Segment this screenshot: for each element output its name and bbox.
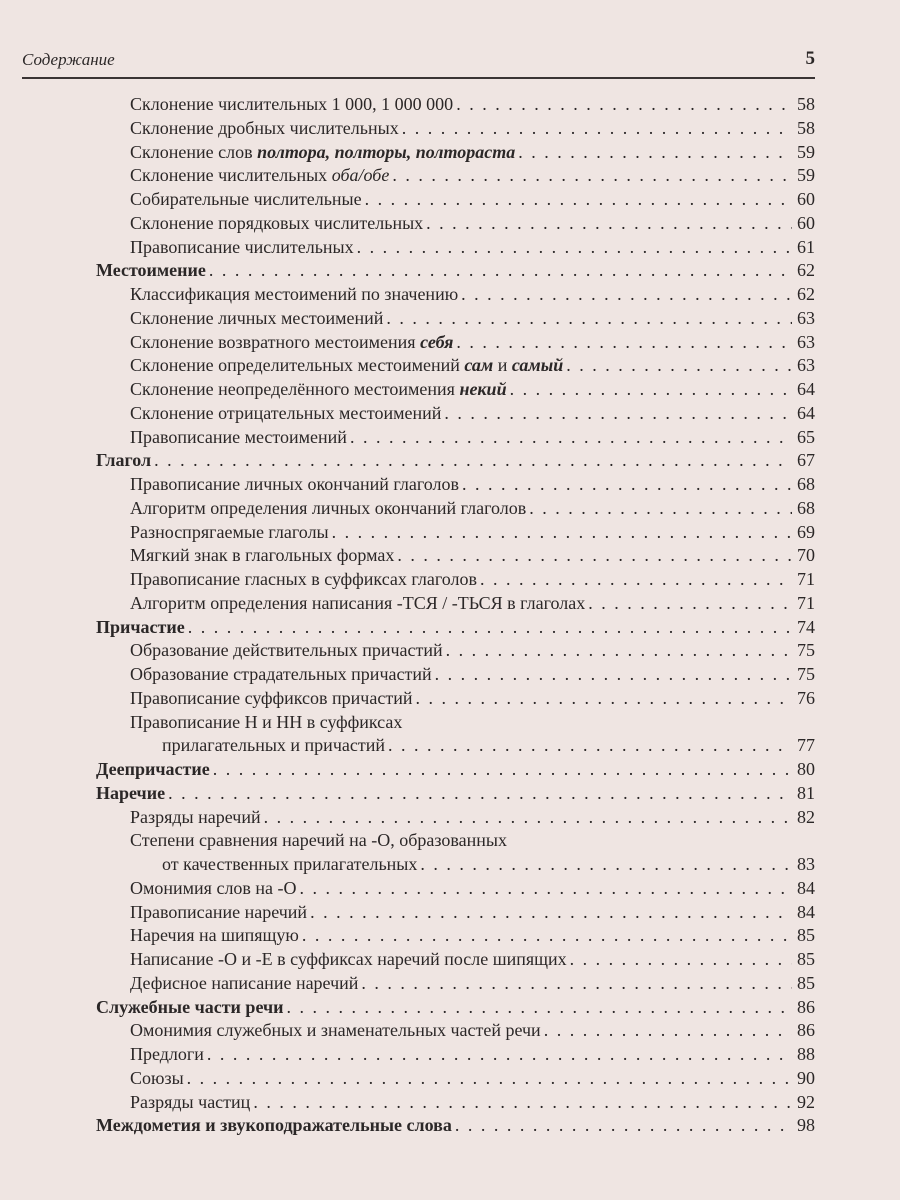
entry-title-part: Правописание местоимений [130, 426, 347, 447]
entry-page-number: 80 [797, 759, 815, 779]
entry-page-number: 85 [797, 972, 815, 993]
toc-entry [96, 1067, 815, 1091]
entry-page-number: 83 [797, 854, 815, 874]
entry-title [96, 188, 362, 212]
dot-leader [510, 378, 792, 402]
dot-leader [456, 331, 792, 355]
entry-title [96, 1043, 204, 1067]
entry-title-part: Алгоритм определения личных окончаний глаголов [130, 497, 527, 518]
entry-title [96, 711, 402, 735]
entry-page-number: 84 [797, 877, 815, 898]
entry-page-number: 67 [797, 450, 815, 471]
entry-title [96, 473, 459, 497]
entry-title-part: Правописание наречий [130, 901, 308, 922]
entry-page-number: 64 [797, 379, 815, 399]
entry-title [96, 568, 477, 592]
dot-leader [361, 972, 792, 996]
entry-title-part: Склонение числительных 1 000, 1 000 000 [130, 94, 454, 114]
entry-title [96, 1019, 541, 1043]
dot-leader [420, 853, 792, 877]
dot-leader [302, 924, 792, 948]
dot-leader [446, 639, 792, 663]
running-header-title: Содержание [22, 50, 115, 69]
toc-entry [96, 711, 815, 735]
dot-leader [426, 212, 792, 236]
entry-page-number: 68 [797, 474, 815, 494]
entry-title [96, 426, 347, 450]
entry-title-part: Склонение порядковых числительных [130, 212, 424, 233]
dot-leader [566, 354, 792, 378]
entry-title [96, 758, 210, 782]
entry-title-part: самый [511, 355, 564, 376]
toc-entry [96, 544, 815, 568]
toc-entry [96, 806, 815, 830]
entry-page-number: 63 [797, 331, 815, 352]
entry-title-part: Правописание личных окончаний глаголов [130, 474, 460, 494]
toc-entry [96, 212, 815, 236]
dot-leader [397, 544, 792, 568]
entry-title-part: Омонимия слов на -О [130, 877, 297, 898]
entry-title [96, 948, 567, 972]
entry-page-number: 92 [797, 1091, 815, 1112]
entry-title-part: Написание -О и -Е в суффиксах наречий после шипящих [130, 949, 567, 969]
entry-page-number: 63 [797, 355, 815, 376]
entry-title [96, 521, 329, 545]
toc-section [96, 782, 815, 806]
dot-leader [529, 497, 792, 521]
entry-title [96, 592, 585, 616]
entry-title [96, 141, 515, 165]
dot-leader [207, 1043, 792, 1067]
entry-title [96, 924, 299, 948]
dot-leader [300, 877, 792, 901]
entry-title [96, 402, 441, 426]
entry-page-number: 60 [797, 212, 815, 233]
toc-entry [96, 426, 815, 450]
entry-page-number: 62 [797, 284, 815, 304]
dot-leader [461, 283, 792, 307]
dot-leader [518, 141, 792, 165]
entry-page-number: 69 [797, 521, 815, 542]
dot-leader [253, 1091, 792, 1115]
entry-title-part: Дефисное написание наречий [130, 972, 359, 993]
page-number: 5 [805, 48, 815, 69]
entry-page-number: 64 [797, 402, 815, 423]
entry-title-part: Образование страдательных причастий [130, 664, 432, 684]
entry-title-part: Правописание гласных в суффиксах глаголов [130, 569, 478, 589]
dot-leader [388, 734, 792, 758]
entry-title [96, 687, 412, 711]
entry-title-part: и [493, 355, 512, 376]
entry-page-number: 75 [797, 640, 815, 661]
entry-title-part: Правописание числительных [130, 236, 354, 257]
entry-title-part: Степени сравнения наречий на -О, образованных [130, 830, 508, 851]
entry-title-part: Мягкий знак в глагольных формах [130, 545, 395, 566]
entry-title-part: полтора, полторы, полтораста [257, 141, 516, 162]
toc-entry [96, 924, 815, 948]
toc-entry [96, 1043, 815, 1067]
entry-page-number: 59 [797, 165, 815, 186]
entry-title-part: сам [464, 355, 494, 376]
dot-leader [168, 782, 792, 806]
dot-leader [456, 93, 792, 117]
toc-entry [96, 354, 815, 378]
entry-title-part: Разряды частиц [130, 1091, 251, 1112]
entry-title [96, 806, 261, 830]
dot-leader [213, 758, 792, 782]
entry-page-number: 74 [797, 616, 815, 637]
entry-page-number: 68 [797, 497, 815, 518]
toc-section [96, 616, 815, 640]
toc-entry-continuation [96, 853, 815, 877]
entry-title [96, 378, 507, 402]
entry-title-part: Правописание суффиксов причастий [130, 687, 413, 708]
toc-entry [96, 378, 815, 402]
entry-title-part: Правописание Н и НН в суффиксах [130, 711, 403, 732]
entry-title-continuation: прилагательных и причастий [162, 735, 385, 756]
toc-entry [96, 568, 815, 592]
toc-entry [96, 117, 815, 141]
entry-title-part: Предлоги [130, 1044, 204, 1064]
toc-entry [96, 188, 815, 212]
entry-title [96, 307, 383, 331]
toc-entry [96, 972, 815, 996]
dot-leader [154, 449, 792, 473]
dot-leader [392, 164, 792, 188]
entry-title-part: Образование действительных причастий [130, 640, 443, 661]
toc-entry [96, 283, 815, 307]
entry-page-number: 71 [797, 592, 815, 613]
entry-title [96, 1091, 250, 1115]
toc-entry [96, 141, 815, 165]
dot-leader [209, 259, 792, 283]
entry-title-part: Деепричастие [96, 759, 210, 779]
dot-leader [332, 521, 792, 545]
toc-section [96, 996, 815, 1020]
entry-title [96, 164, 389, 188]
entry-page-number: 85 [797, 949, 815, 969]
entry-title [96, 259, 206, 283]
toc-section [96, 758, 815, 782]
toc-entry [96, 473, 815, 497]
entry-title-part: некий [459, 379, 507, 399]
entry-title-continuation: от качественных прилагательных [162, 854, 418, 874]
entry-page-number: 77 [797, 735, 815, 756]
entry-title-part: Классификация местоимений по значению [130, 284, 459, 304]
entry-title [96, 639, 443, 663]
dot-leader [402, 117, 792, 141]
entry-title-part: Склонение числительных [130, 165, 332, 186]
dot-leader [462, 473, 792, 497]
entry-title-part: Склонение отрицательных местоимений [130, 402, 442, 423]
dot-leader [188, 616, 792, 640]
entry-page-number: 81 [797, 782, 815, 803]
entry-title-part: себя [420, 331, 454, 352]
entry-title-part: Склонение неопределённого местоимения [130, 379, 460, 399]
dot-leader [365, 188, 792, 212]
entry-title-part: Склонение слов [130, 141, 258, 162]
dot-leader [264, 806, 792, 830]
entry-title [96, 117, 399, 141]
entry-title-part: Склонение личных местоимений [130, 307, 384, 328]
toc-entry [96, 331, 815, 355]
entry-title [96, 354, 563, 378]
entry-page-number: 82 [797, 806, 815, 827]
entry-title-part: Наречие [96, 782, 166, 803]
dot-leader [187, 1067, 792, 1091]
dot-leader [570, 948, 792, 972]
toc-entry [96, 93, 815, 117]
entry-title-part: Алгоритм определения написания -ТСЯ / -ТЬСЯ в глаголах [130, 592, 586, 613]
entry-page-number: 86 [797, 1020, 815, 1041]
entry-title-part: Междометия и звукоподражательные слова [96, 1115, 452, 1136]
toc-entry [96, 948, 815, 972]
toc-entry [96, 1091, 815, 1115]
entry-title-part: Разряды наречий [130, 806, 261, 827]
dot-leader [544, 1019, 792, 1043]
toc-section [96, 259, 815, 283]
dot-leader [480, 568, 792, 592]
toc-section [96, 1114, 815, 1138]
dot-leader [350, 426, 792, 450]
toc-entry [96, 829, 815, 853]
dot-leader [287, 996, 792, 1020]
entry-title [96, 331, 453, 355]
toc-entry [96, 236, 815, 260]
running-header [22, 48, 815, 79]
entry-title [96, 1114, 452, 1138]
dot-leader [435, 663, 792, 687]
entry-title-part: Склонение дробных числительных [130, 117, 399, 138]
toc-entry [96, 307, 815, 331]
entry-title [96, 93, 453, 117]
entry-page-number: 86 [797, 996, 815, 1017]
entry-page-number: 60 [797, 189, 815, 209]
entry-page-number: 85 [797, 925, 815, 946]
entry-page-number: 62 [797, 260, 815, 281]
entry-page-number: 71 [797, 569, 815, 589]
entry-title [96, 663, 432, 687]
dot-leader [588, 592, 792, 616]
entry-title-part: Склонение возвратного местоимения [130, 331, 421, 352]
toc-entry [96, 521, 815, 545]
table-of-contents [96, 93, 815, 1138]
toc-section [96, 449, 815, 473]
entry-title [96, 877, 297, 901]
entry-title-part: Союзы [130, 1067, 184, 1088]
toc-entry [96, 1019, 815, 1043]
dot-leader [415, 687, 792, 711]
entry-page-number: 58 [797, 117, 815, 138]
entry-title-part: Омонимия служебных и знаменательных частей речи [130, 1020, 541, 1041]
entry-title [96, 212, 423, 236]
entry-page-number: 58 [797, 94, 815, 114]
entry-title [96, 996, 284, 1020]
dot-leader [386, 307, 792, 331]
entry-page-number: 61 [797, 236, 815, 257]
toc-entry [96, 497, 815, 521]
dot-leader [357, 236, 792, 260]
toc-entry [96, 663, 815, 687]
entry-title-part: Наречия на шипящую [130, 925, 299, 946]
toc-entry [96, 687, 815, 711]
entry-page-number: 59 [797, 141, 815, 162]
toc-entry [96, 402, 815, 426]
entry-page-number: 90 [797, 1067, 815, 1088]
toc-entry [96, 164, 815, 188]
entry-title [96, 1067, 184, 1091]
entry-page-number: 76 [797, 687, 815, 708]
entry-title-part: Глагол [96, 450, 152, 471]
entry-title [96, 236, 354, 260]
entry-page-number: 63 [797, 307, 815, 328]
entry-title-part: Разноспрягаемые глаголы [130, 521, 329, 542]
entry-page-number: 88 [797, 1044, 815, 1064]
toc-entry [96, 901, 815, 925]
entry-title [96, 972, 358, 996]
entry-title [96, 782, 165, 806]
toc-entry [96, 877, 815, 901]
dot-leader [310, 901, 792, 925]
entry-title [96, 449, 151, 473]
entry-title [96, 283, 458, 307]
entry-title-part: оба/обе [331, 165, 390, 186]
entry-page-number: 75 [797, 664, 815, 684]
entry-title-part: Местоимение [96, 260, 206, 281]
entry-title [96, 829, 507, 853]
entry-page-number: 70 [797, 545, 815, 566]
entry-page-number: 98 [797, 1115, 815, 1136]
entry-title-part: Служебные части речи [96, 996, 284, 1017]
entry-title [96, 901, 307, 925]
entry-title [96, 497, 526, 521]
toc-entry-continuation [96, 734, 815, 758]
entry-title-part: Собирательные числительные [130, 189, 362, 209]
entry-title-part: Причастие [96, 616, 185, 637]
toc-entry [96, 592, 815, 616]
entry-page-number: 65 [797, 426, 815, 447]
entry-title-part: Склонение определительных местоимений [130, 355, 465, 376]
dot-leader [444, 402, 792, 426]
toc-entry [96, 639, 815, 663]
dot-leader [455, 1114, 792, 1138]
entry-title [96, 544, 394, 568]
entry-page-number: 84 [797, 901, 815, 922]
entry-title [96, 616, 185, 640]
